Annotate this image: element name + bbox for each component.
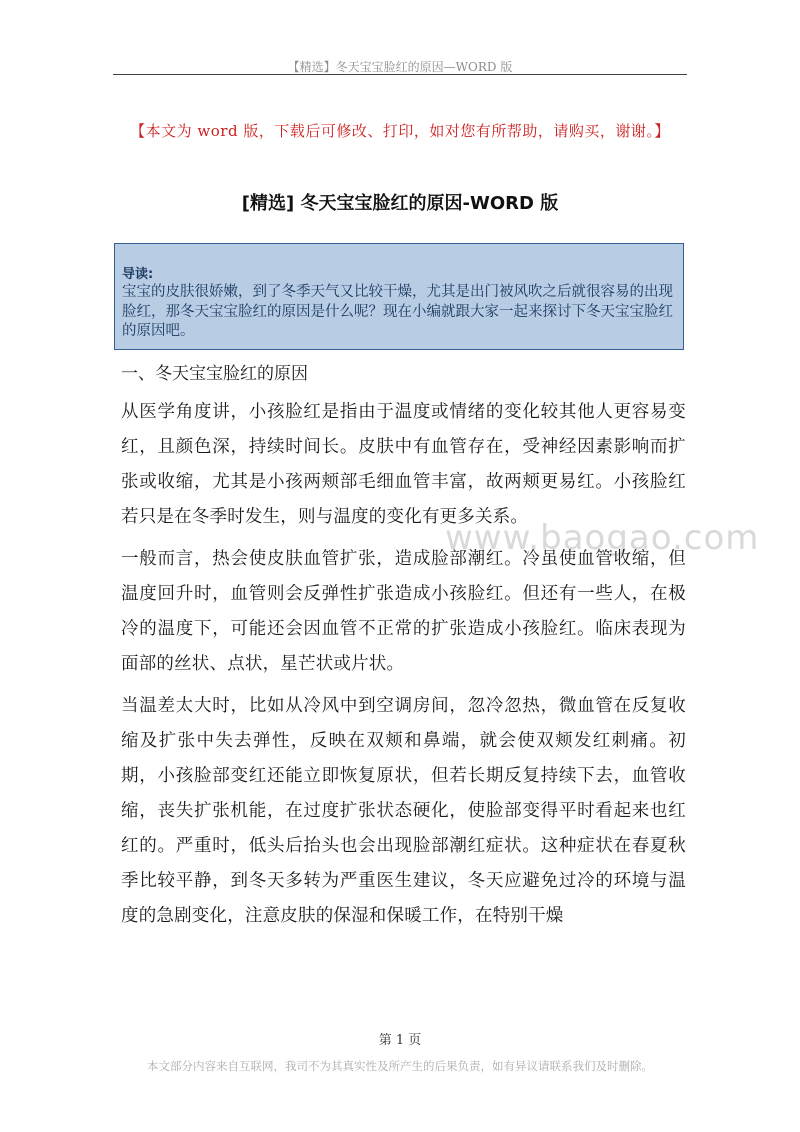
section-heading: 一、冬天宝宝脸红的原因 <box>121 364 308 384</box>
intro-box <box>114 243 684 350</box>
intro-text: 宝宝的皮肤很娇嫩，到了冬季天气又比较干燥，尤其是出门被风吹之后就很容易的出现脸红，那冬天宝宝脸红的原因是什么呢？现在小编就跟大家一起来探讨下冬天宝宝脸红的原因吧。 <box>122 284 673 339</box>
paragraph-3: 当温差太大时，比如从冷风中到空调房间，忽冷忽热，微血管在反复收缩及扩张中失去弹性，反映在双颊和鼻端，就会使双颊发红刺痛。初期，小孩脸部变红还能立即恢复原状，但若长期反复持续下去，血管收缩，丧失扩张机能，在过度扩张状态硬化，使脸部变得平时看起来也红红的。严重时，低头后抬头也会出现脸部潮红症状。这种症状在春夏秋季比较平静，到冬天多转为严重医生建议，冬天应避免过冷的环境与温度的急剧变化，注意皮肤的保湿和保暖工作，在特别干燥 <box>121 696 686 926</box>
article-body <box>121 360 686 934</box>
intro-label: 导读: <box>122 267 154 282</box>
paragraph-2: 一般而言，热会使皮肤血管扩张，造成脸部潮红。冷虽使血管收缩，但温度回升时，血管则会反弹性扩张造成小孩脸红。但还有一些人，在极冷的温度下，可能还会因血管不正常的扩张造成小孩脸红。临床表现为面部的丝状、点状，星芒状或片状。 <box>121 549 686 674</box>
footer-disclaimer: 本文部分内容来自互联网，我司不为其真实性及所产生的后果负责，如有异议请联系我们及时删除。 <box>147 1059 653 1073</box>
watermark: www.baogao.com <box>445 518 760 558</box>
paragraph-1: 从医学角度讲，小孩脸红是指由于温度或情绪的变化较其他人更容易变红，且颜色深，持续时间长。皮肤中有血管存在，受神经因素影响而扩张或收缩，尤其是小孩两颊部毛细血管丰富，故两颊更易红。小孩脸红若只是在冬季时发生，则与温度的变化有更多关系。 <box>121 402 686 527</box>
document-title: [精选] 冬天宝宝脸红的原因-WORD 版 <box>241 193 559 214</box>
page-header: 【精选】冬天宝宝脸红的原因—WORD 版 <box>287 60 513 74</box>
page-number: 第 1 页 <box>378 1033 422 1048</box>
header-divider <box>113 74 687 75</box>
download-notice: 【本文为 word 版，下载后可修改、打印，如对您有所帮助，请购买，谢谢。】 <box>130 122 670 140</box>
